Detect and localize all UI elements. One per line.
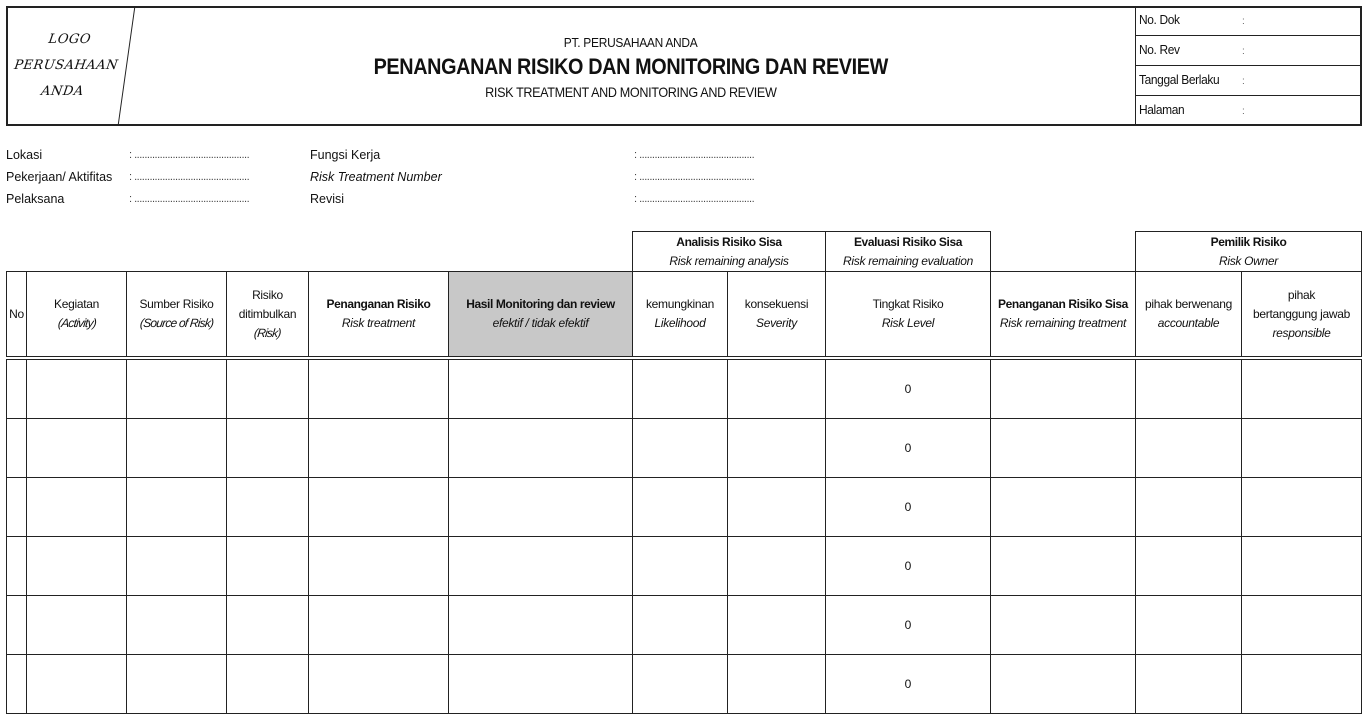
meta-field-lokasi[interactable]: : ............................................. [129, 149, 250, 161]
group-evaluation-title: Evaluasi Risiko Sisa [853, 234, 963, 249]
cell-risk[interactable] [227, 596, 309, 655]
col-source-title: Sumber Risiko [139, 297, 214, 311]
cell-risk-level[interactable]: 0 [826, 478, 991, 537]
logo-line: LOGO [47, 32, 92, 47]
cell-accountable[interactable] [1136, 358, 1242, 419]
meta-values-left [129, 144, 249, 210]
cell-treatment[interactable] [309, 358, 449, 419]
col-activity-subtitle: (Activity) [56, 316, 97, 330]
meta-label-revisi: Revisi [310, 192, 345, 206]
table-row [7, 596, 1362, 655]
col-responsible-title: bertanggung jawab [1253, 306, 1350, 321]
col-severity-title: konsekuensi [744, 297, 809, 311]
cell-accountable[interactable] [1136, 419, 1242, 478]
cell-no[interactable] [7, 596, 27, 655]
meta-field-risk-treatment-number[interactable]: : ............................................. [634, 171, 755, 183]
col-likelihood-subtitle: Likelihood [654, 316, 706, 330]
group-header-row [7, 232, 1362, 272]
col-accountable [1136, 272, 1242, 359]
cell-accountable[interactable] [1136, 478, 1242, 537]
doc-info-value: : [1242, 76, 1245, 87]
meta-label-lokasi: Lokasi [6, 148, 43, 162]
doc-info-label: Halaman [1139, 102, 1185, 117]
col-treatment-title: Penanganan Risiko [326, 297, 431, 311]
col-risk-level-title: Tingkat Risiko [872, 297, 944, 311]
cell-activity[interactable] [27, 596, 127, 655]
cell-accountable[interactable] [1136, 596, 1242, 655]
cell-monitoring[interactable] [449, 537, 633, 596]
doc-info-value: : [1242, 46, 1245, 57]
cell-treatment[interactable] [309, 537, 449, 596]
cell-risk-level[interactable]: 0 [826, 358, 991, 419]
table-row [7, 419, 1362, 478]
logo-line: PERUSAHAAN [13, 58, 119, 73]
col-likelihood-title: kemungkinan [645, 297, 715, 311]
risk-treatment-table [6, 231, 1362, 714]
cell-risk-level[interactable]: 0 [826, 655, 991, 714]
doc-info-value: : [1242, 106, 1245, 117]
cell-severity[interactable] [728, 419, 826, 478]
document-title: PENANGANAN RISIKO DAN MONITORING DAN REVIEW [373, 53, 889, 79]
document-info-box [1135, 6, 1362, 126]
cell-responsible[interactable] [1242, 478, 1362, 537]
cell-risk-level[interactable]: 0 [826, 596, 991, 655]
col-monitoring-title: Hasil Monitoring dan review [466, 297, 615, 311]
company-name: PT. PERUSAHAAN ANDA [564, 34, 698, 50]
doc-info-halaman[interactable] [1136, 96, 1362, 126]
col-risk-level [826, 272, 991, 359]
col-accountable-subtitle: accountable [1157, 316, 1220, 330]
cell-remaining-treatment[interactable] [991, 537, 1136, 596]
col-severity-subtitle: Severity [756, 316, 797, 330]
group-analysis-subtitle: Risk remaining analysis [669, 253, 789, 268]
col-responsible [1242, 272, 1362, 359]
group-analysis-title: Analisis Risiko Sisa [676, 234, 782, 249]
cell-responsible[interactable] [1242, 358, 1362, 419]
cell-treatment[interactable] [309, 478, 449, 537]
doc-info-label: Tanggal Berlaku [1139, 72, 1220, 87]
cell-likelihood[interactable] [633, 478, 728, 537]
col-risk-title: ditimbulkan [238, 306, 297, 321]
col-treatment-subtitle: Risk treatment [341, 316, 416, 330]
meta-label-risk-treatment-number: Risk Treatment Number [310, 170, 442, 184]
col-responsible-subtitle: responsible [1272, 325, 1331, 340]
col-treatment [309, 272, 449, 359]
company-logo-placeholder [0, 6, 135, 126]
col-risk-level-subtitle: Risk Level [881, 316, 935, 330]
cell-source[interactable] [127, 358, 227, 419]
cell-likelihood[interactable] [633, 358, 728, 419]
cell-remaining-treatment[interactable] [991, 478, 1136, 537]
doc-info-label: No. Dok [1139, 12, 1180, 27]
cell-treatment[interactable] [309, 419, 449, 478]
col-source-subtitle: (Source of Risk) [139, 316, 214, 330]
meta-values-right [634, 144, 754, 210]
group-evaluation-subtitle: Risk remaining evaluation [843, 253, 973, 268]
doc-info-no-rev[interactable] [1136, 36, 1362, 66]
col-likelihood [633, 272, 728, 359]
cell-severity[interactable] [728, 478, 826, 537]
cell-risk-level[interactable]: 0 [826, 537, 991, 596]
cell-monitoring[interactable] [449, 478, 633, 537]
cell-activity[interactable] [27, 358, 127, 419]
doc-info-value: : [1242, 16, 1245, 27]
cell-no[interactable] [7, 358, 27, 419]
group-evaluation [826, 232, 991, 272]
cell-risk[interactable] [227, 419, 309, 478]
cell-no[interactable] [7, 419, 27, 478]
cell-activity[interactable] [27, 419, 127, 478]
document-subtitle: RISK TREATMENT AND MONITORING AND REVIEW [485, 83, 777, 100]
doc-info-label: No. Rev [1139, 42, 1180, 57]
cell-remaining-treatment[interactable] [991, 596, 1136, 655]
cell-no[interactable] [7, 478, 27, 537]
table-row [7, 478, 1362, 537]
cell-remaining-treatment[interactable] [991, 358, 1136, 419]
cell-monitoring[interactable] [449, 419, 633, 478]
cell-risk[interactable] [227, 478, 309, 537]
cell-risk[interactable] [227, 358, 309, 419]
cell-responsible[interactable] [1242, 537, 1362, 596]
doc-info-tanggal-berlaku[interactable] [1136, 66, 1362, 96]
col-remaining-treatment [991, 272, 1136, 359]
cell-treatment[interactable] [309, 596, 449, 655]
meta-field-revisi[interactable]: : ............................................. [634, 193, 755, 205]
col-risk-subtitle: (Risk) [253, 325, 282, 340]
cell-likelihood[interactable] [633, 419, 728, 478]
col-responsible-title: pihak [1287, 287, 1316, 302]
cell-activity[interactable] [27, 478, 127, 537]
logo-line: ANDA [40, 84, 85, 99]
cell-monitoring[interactable] [449, 596, 633, 655]
cell-activity[interactable] [27, 537, 127, 596]
cell-risk-level[interactable]: 0 [826, 419, 991, 478]
cell-monitoring[interactable] [449, 358, 633, 419]
col-activity [27, 272, 127, 359]
cell-responsible[interactable] [1242, 596, 1362, 655]
cell-likelihood[interactable] [633, 537, 728, 596]
cell-source[interactable] [127, 537, 227, 596]
meta-label-pelaksana: Pelaksana [6, 192, 65, 206]
meta-label-fungsi-kerja: Fungsi Kerja [310, 148, 381, 162]
col-monitoring-subtitle: efektif / tidak efektif [492, 316, 589, 330]
col-source [127, 272, 227, 359]
cell-source[interactable] [127, 419, 227, 478]
col-risk-title: Risiko [252, 287, 283, 302]
col-monitoring [449, 272, 633, 359]
group-owner-title: Pemilik Risiko [1210, 234, 1287, 249]
column-header-row [7, 272, 1362, 359]
meta-field-pekerjaan[interactable]: : ............................................. [129, 171, 250, 183]
meta-field-pelaksana[interactable]: : ............................................. [129, 193, 250, 205]
doc-info-no-dok[interactable] [1136, 6, 1362, 36]
col-activity-title: Kegiatan [54, 297, 99, 311]
cell-remaining-treatment[interactable] [991, 419, 1136, 478]
meta-labels-left [6, 144, 112, 210]
cell-responsible[interactable] [1242, 419, 1362, 478]
meta-label-pekerjaan: Pekerjaan/ Aktifitas [6, 170, 113, 184]
col-accountable-title: pihak berwenang [1145, 297, 1232, 311]
cell-severity[interactable] [728, 358, 826, 419]
col-risk [227, 272, 309, 359]
cell-likelihood[interactable] [633, 596, 728, 655]
group-analysis [633, 232, 826, 272]
col-severity [728, 272, 826, 359]
cell-source[interactable] [127, 596, 227, 655]
col-remaining-treatment-subtitle: Risk remaining treatment [999, 316, 1127, 330]
cell-no[interactable] [7, 537, 27, 596]
group-owner [1136, 232, 1362, 272]
cell-severity[interactable] [728, 596, 826, 655]
table-row [7, 537, 1362, 596]
col-no: No [7, 272, 27, 359]
meta-field-fungsi-kerja[interactable]: : ............................................. [634, 149, 755, 161]
table-row [7, 358, 1362, 419]
group-owner-subtitle: Risk Owner [1218, 253, 1278, 268]
col-remaining-treatment-title: Penanganan Risiko Sisa [998, 297, 1128, 311]
title-area [127, 6, 1135, 126]
cell-source[interactable] [127, 478, 227, 537]
meta-labels-right [310, 144, 442, 210]
cell-severity[interactable] [728, 537, 826, 596]
cell-risk[interactable] [227, 537, 309, 596]
cell-accountable[interactable] [1136, 537, 1242, 596]
